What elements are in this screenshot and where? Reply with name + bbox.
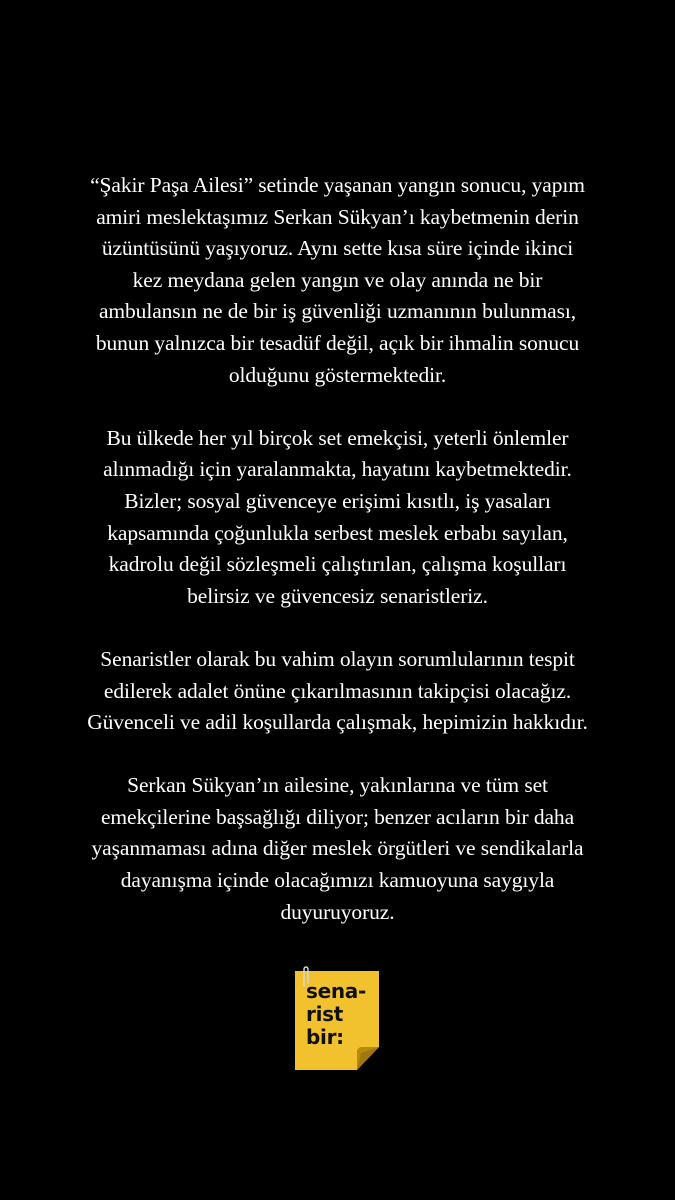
paragraph-2 — [70, 423, 605, 613]
paragraph-line: kez meydana gelen yangın ve olay anında ne bir — [132, 267, 543, 292]
paragraph-line: amiri meslektaşımız Serkan Sükyan’ı kaybetmenin derin — [96, 204, 579, 229]
paragraph-line: alınmadığı için yaralanmakta, hayatını kaybetmektedir. — [103, 457, 572, 482]
paragraph-line: belirsiz ve güvencesiz senaristleriz. — [187, 583, 488, 608]
logo-wordmark — [306, 980, 366, 1049]
paragraph-line: yaşanmaması adına diğer meslek örgütleri ve sendikalarla — [91, 836, 584, 861]
paragraph-line: Güvenceli ve adil koşullarda çalışmak, hepimizin hakkıdır. — [87, 710, 588, 735]
paragraph-line: ambulansın ne de bir iş güvenliği uzmanının bulunması, — [98, 299, 577, 324]
paragraph-line: “Şakir Paşa Ailesi” setinde yaşanan yangın sonucu, yapım — [90, 173, 585, 197]
paragraph-line: kapsamında çoğunlukla serbest meslek erbabı sayılan, — [107, 520, 568, 545]
paragraph-4 — [70, 770, 605, 928]
paragraph-1 — [70, 170, 605, 391]
paragraph-line: edilerek adalet önüne çıkarılmasının takipçisi olacağız. — [103, 678, 572, 703]
statement-body — [70, 170, 605, 960]
paragraph-line: bunun yalnızca bir tesadüf değil, açık bir ihmalin sonucu — [95, 330, 580, 355]
paragraph-3 — [70, 644, 605, 739]
senarist-bir-logo — [295, 971, 379, 1070]
paragraph-line: olduğunu göstermektedir. — [228, 362, 447, 387]
logo-line: bir: — [306, 1025, 344, 1049]
paragraph-line: emekçilerine başsağlığı diliyor; benzer acıların bir daha — [100, 804, 575, 829]
logo-line: rist — [306, 1002, 343, 1026]
paragraph-line: Serkan Sükyan’ın ailesine, yakınlarına ve tüm set — [127, 773, 548, 798]
paragraph-line: Bizler; sosyal güvenceye erişimi kısıtlı, iş yasaları — [124, 488, 551, 513]
paragraph-line: üzüntüsünü yaşıyoruz. Aynı sette kısa süre içinde ikinci — [101, 236, 574, 261]
paragraph-line: Bu ülkede her yıl birçok set emekçisi, yeterli önlemler — [106, 425, 569, 450]
logo-line: sena- — [306, 979, 367, 1003]
paragraph-line: kadrolu değil sözleşmeli çalıştırılan, çalışma koşulları — [108, 552, 567, 577]
paragraph-line: dayanışma içinde olacağımızı kamuoyuna saygıyla — [120, 868, 555, 893]
paragraph-line: Senaristler olarak bu vahim olayın sorumlularının tespit — [100, 646, 575, 671]
paragraph-line: duyuruyoruz. — [280, 899, 395, 924]
